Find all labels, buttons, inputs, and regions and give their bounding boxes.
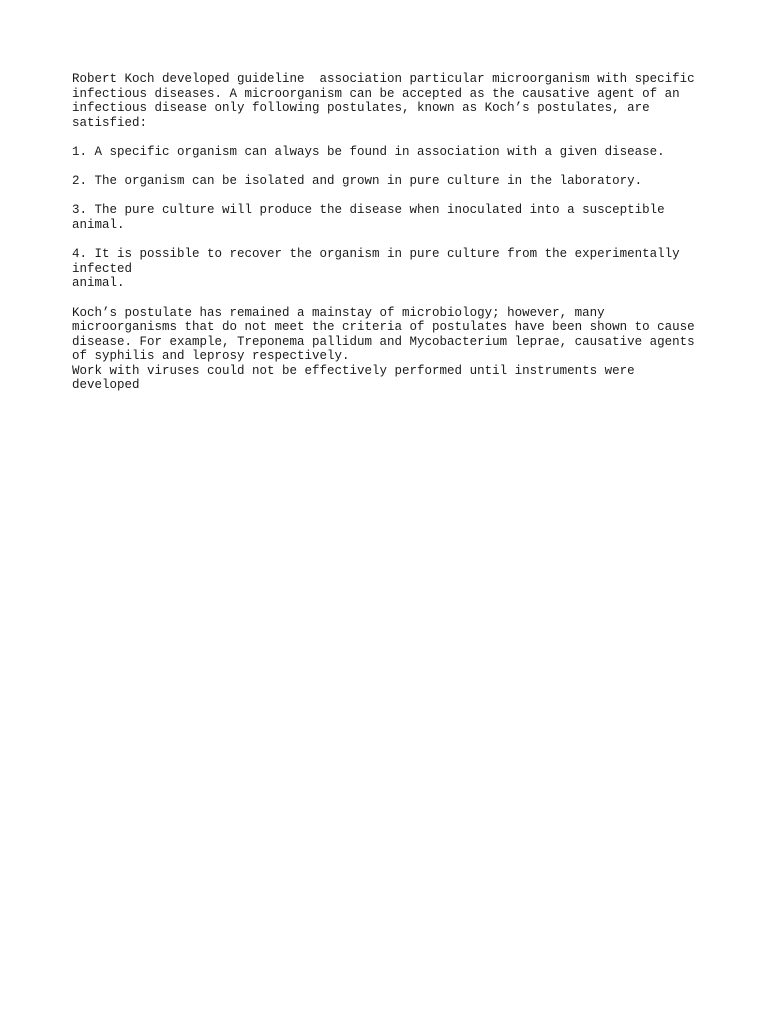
text-line: 3. The pure culture will produce the disease when inoculated into a susceptible bbox=[72, 203, 665, 218]
text-line: animal. bbox=[72, 217, 125, 232]
text-line: microorganisms that do not meet the criteria of postulates have been shown to cause bbox=[72, 320, 695, 335]
text-line: of syphilis and leprosy respectively. bbox=[72, 349, 350, 364]
text-line: infectious diseases. A microorganism can be accepted as the causative agent of an bbox=[72, 86, 680, 101]
closing-paragraph bbox=[72, 306, 712, 364]
postulate-1 bbox=[72, 145, 712, 160]
postulate-3 bbox=[72, 203, 712, 232]
document-body bbox=[72, 72, 712, 408]
text-line: 2. The organism can be isolated and grown in pure culture in the laboratory. bbox=[72, 174, 643, 189]
text-line: developed bbox=[72, 378, 140, 393]
text-line: satisfied: bbox=[72, 115, 148, 130]
text-line: disease. For example, Treponema pallidum and Mycobacterium leprae, causative agents bbox=[72, 334, 695, 349]
intro-paragraph bbox=[72, 72, 712, 130]
text-line: 4. It is possible to recover the organism in pure culture from the experimentally bbox=[72, 247, 680, 262]
postulate-4 bbox=[72, 247, 712, 291]
postulate-2 bbox=[72, 174, 712, 189]
text-line: 1. A specific organism can always be found in association with a given disease. bbox=[72, 144, 665, 159]
text-line: Robert Koch developed guideline association particular microorganism with specific bbox=[72, 72, 695, 86]
text-line: animal. bbox=[72, 276, 125, 291]
text-line: infectious disease only following postulates, known as Koch’s postulates, are bbox=[72, 101, 650, 116]
text-line: Koch’s postulate has remained a mainstay of microbiology; however, many bbox=[72, 305, 605, 320]
text-line: Work with viruses could not be effectively performed until instruments were bbox=[72, 363, 635, 378]
final-paragraph bbox=[72, 364, 712, 393]
text-line: infected bbox=[72, 261, 133, 276]
